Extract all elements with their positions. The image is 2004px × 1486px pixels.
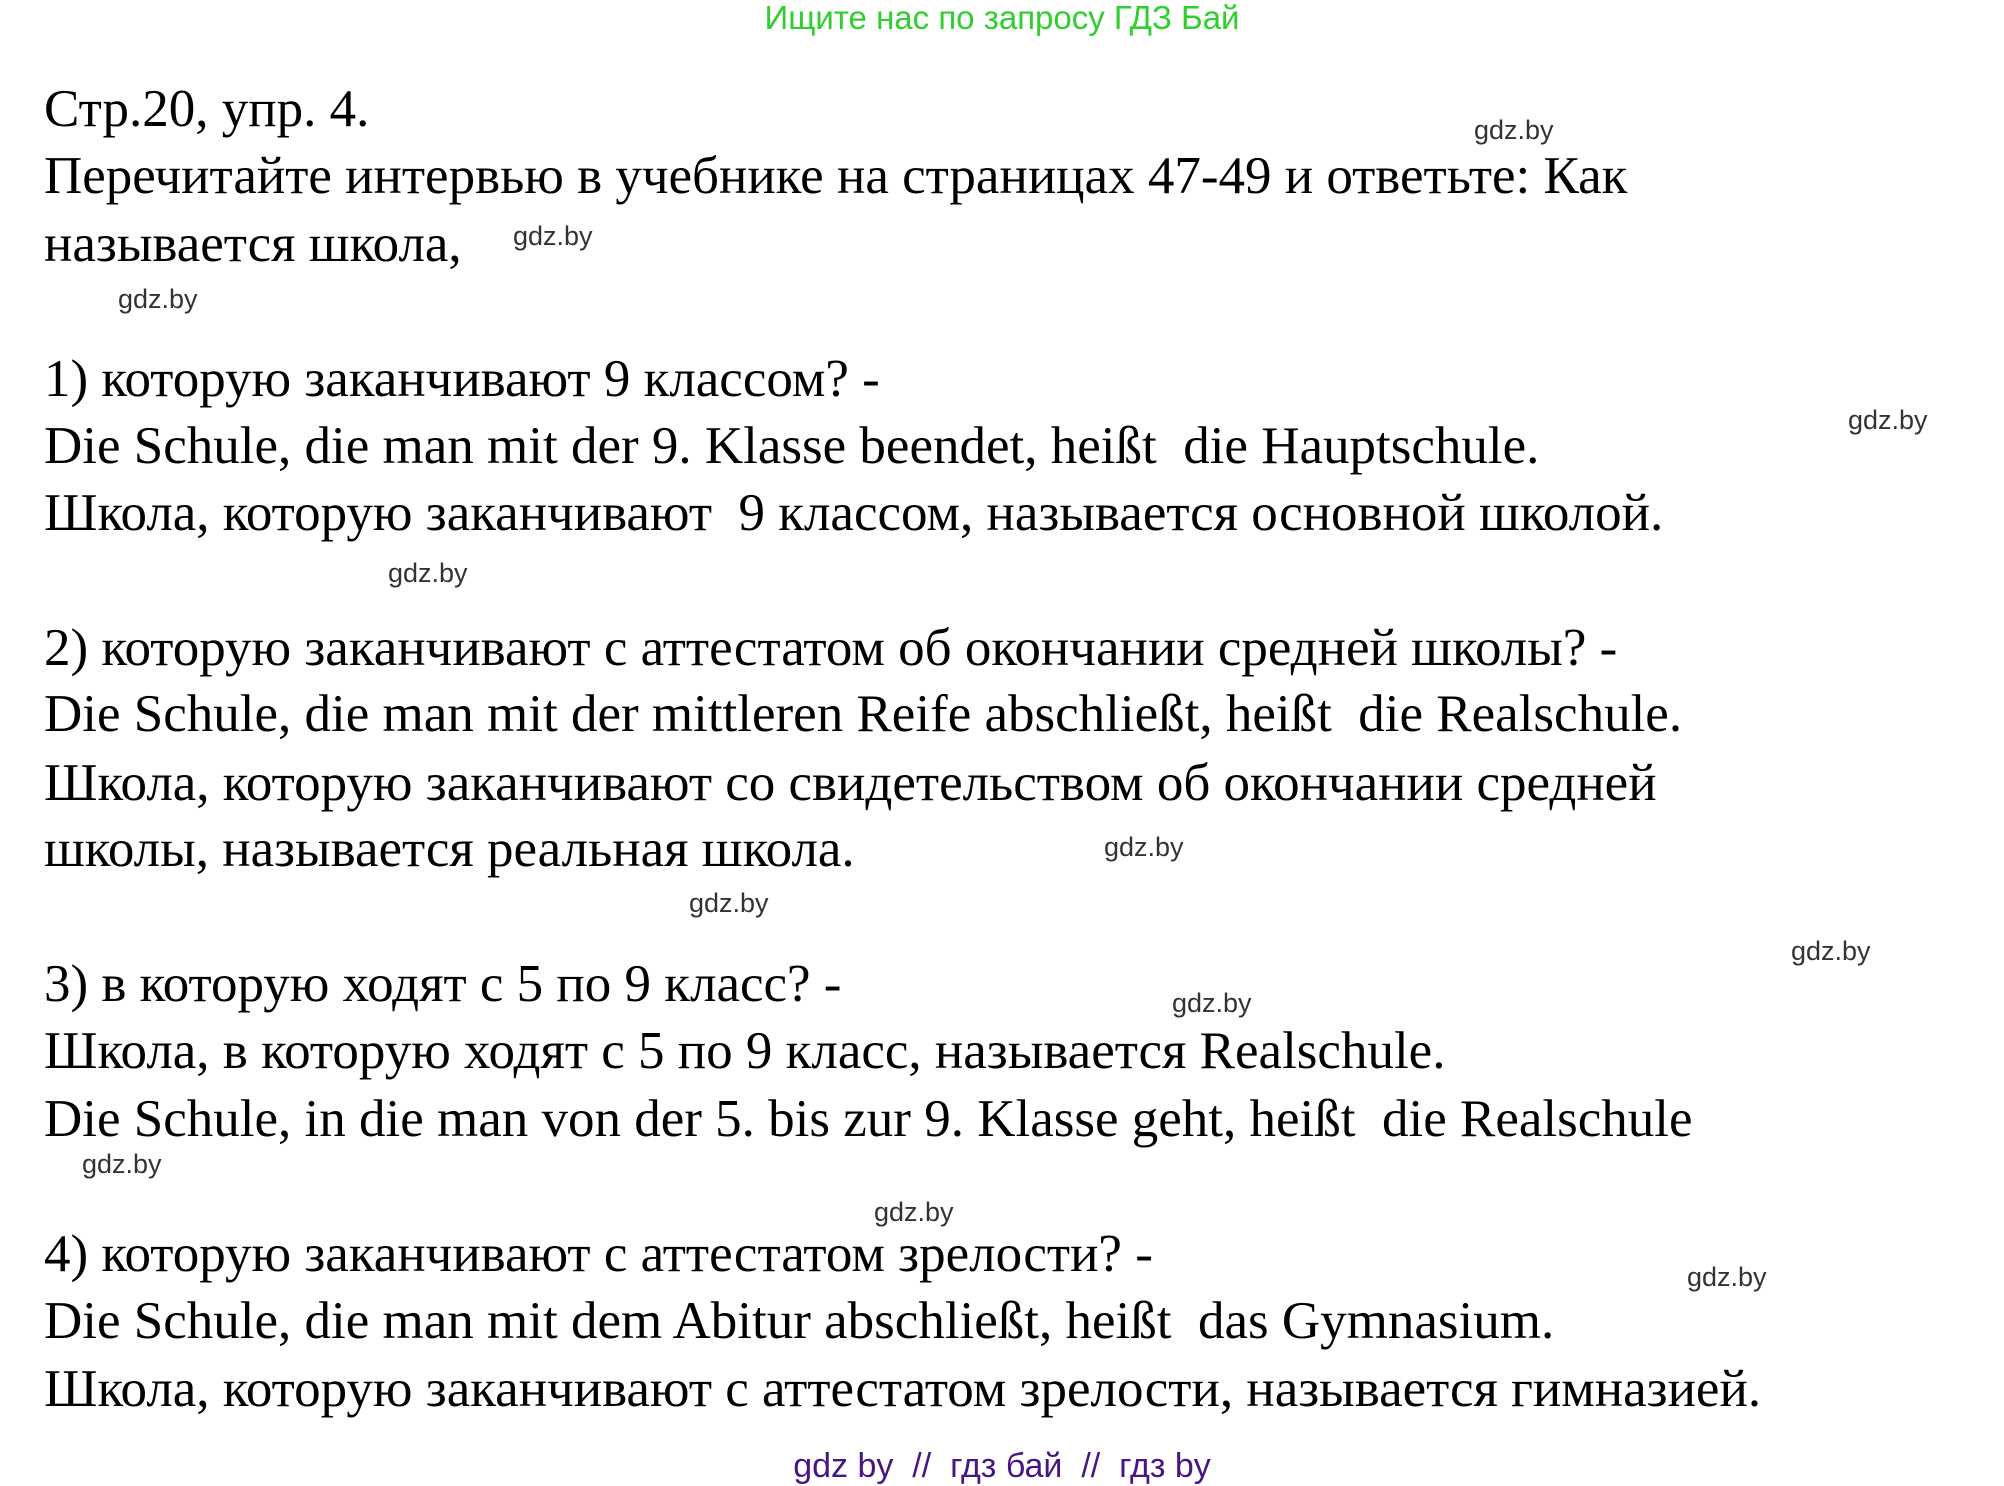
watermark: gdz.by	[82, 1149, 162, 1179]
question-2: 2) которую заканчивают с аттестатом об окончании средней школы? -	[44, 619, 1618, 677]
promo-header: Ищите нас по запросу ГДЗ Бай	[764, 0, 1240, 36]
watermark: gdz.by	[118, 284, 198, 314]
answer-2-ru: школы, называется реальная школа.	[44, 820, 855, 878]
answer-3-de: Die Schule, in die man von der 5. bis zur 9. Klasse geht, heißt die Realschule	[44, 1090, 1693, 1148]
watermark: gdz.by	[513, 221, 593, 251]
exercise-title: Стр.20, упр. 4.	[44, 80, 370, 138]
question-1: 1) которую заканчивают 9 классом? -	[44, 350, 880, 408]
question-3: 3) в которую ходят с 5 по 9 класс? -	[44, 955, 842, 1013]
answer-2-ru: Школа, которую заканчивают со свидетельством об окончании средней	[44, 754, 1657, 812]
answer-4-de: Die Schule, die man mit dem Abitur abschließt, heißt das Gymnasium.	[44, 1292, 1555, 1350]
watermark: gdz.by	[1791, 936, 1871, 966]
task-text: называется школа,	[44, 215, 462, 273]
watermark: gdz.by	[874, 1197, 954, 1227]
footer-links: gdz by // гдз бай // гдз by	[793, 1447, 1211, 1485]
watermark: gdz.by	[1848, 405, 1928, 435]
watermark: gdz.by	[1172, 988, 1252, 1018]
answer-1-ru: Школа, которую заканчивают 9 классом, называется основной школой.	[44, 484, 1664, 542]
answer-3-ru: Школа, в которую ходят с 5 по 9 класс, называется Realschule.	[44, 1022, 1446, 1080]
watermark: gdz.by	[689, 888, 769, 918]
answer-1-de: Die Schule, die man mit der 9. Klasse beendet, heißt die Hauptschule.	[44, 417, 1540, 475]
watermark: gdz.by	[1687, 1262, 1767, 1292]
task-text: Перечитайте интервью в учебнике на страницах 47-49 и ответьте: Как	[44, 147, 1628, 205]
watermark: gdz.by	[1104, 832, 1184, 862]
answer-2-de: Die Schule, die man mit der mittleren Reife abschließt, heißt die Realschule.	[44, 685, 1683, 743]
watermark: gdz.by	[1474, 115, 1554, 145]
watermark: gdz.by	[388, 558, 468, 588]
question-4: 4) которую заканчивают с аттестатом зрелости? -	[44, 1225, 1153, 1283]
answer-4-ru: Школа, которую заканчивают с аттестатом зрелости, называется гимназией.	[44, 1360, 1762, 1418]
